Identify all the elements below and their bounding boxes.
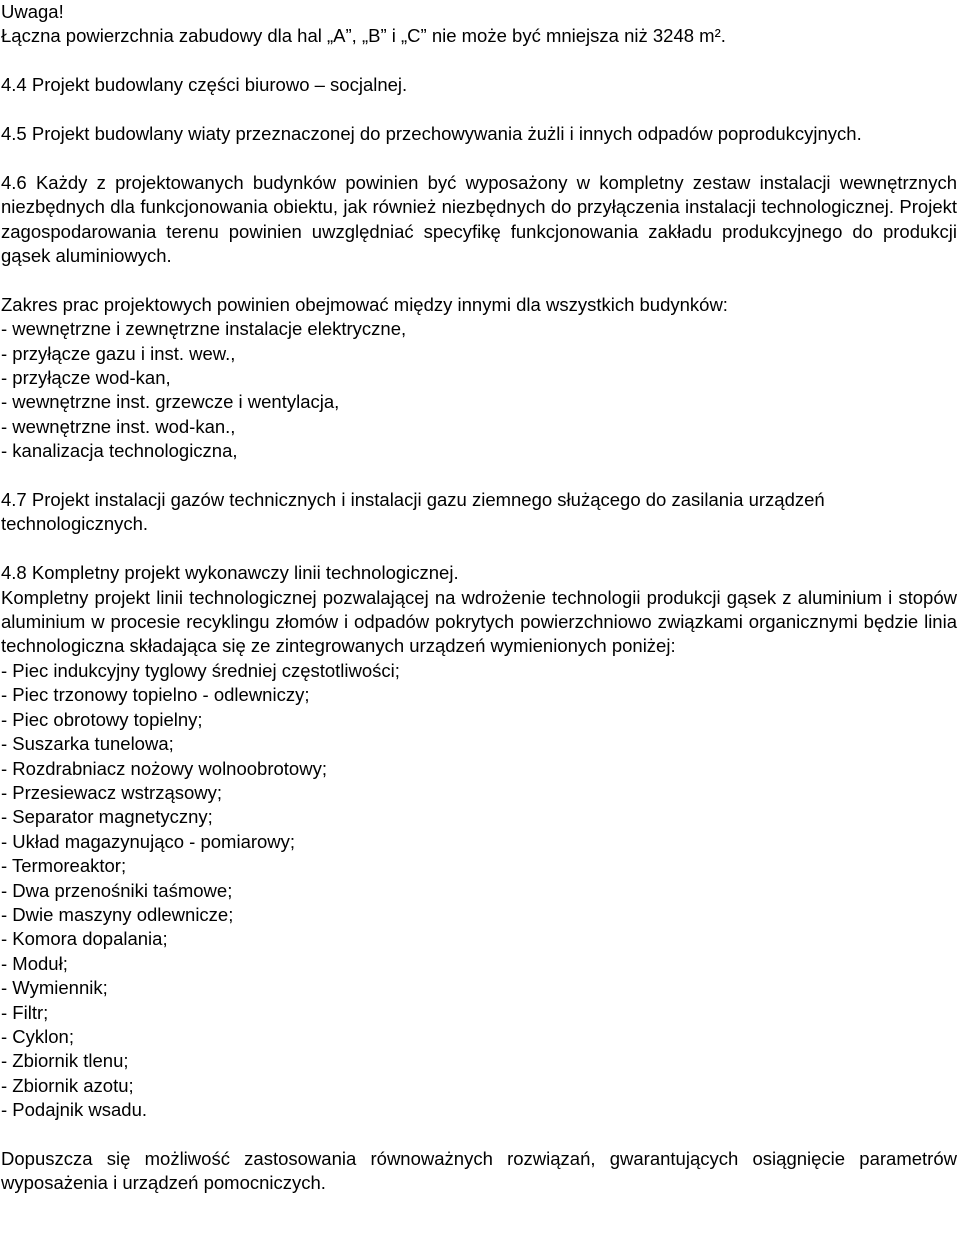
list-item: - przyłącze wod-kan, xyxy=(1,367,171,389)
list-item: - wewnętrzne inst. wod-kan., xyxy=(1,415,236,437)
list-item: - wewnętrzne inst. grzewcze i wentylacja, xyxy=(1,391,340,413)
equipment-list xyxy=(1,659,957,1123)
list-item: - Moduł; xyxy=(1,952,68,974)
section-4-8-heading: 4.8 Kompletny projekt wykonawczy linii technologicznej. xyxy=(1,562,459,584)
section-4-5: 4.5 Projekt budowlany wiaty przeznaczonej do przechowywania żużli i innych odpadów poprodukcyjnych. xyxy=(1,123,862,144)
list-item: - Termoreaktor; xyxy=(1,855,127,877)
warning-text: Łączna powierzchnia zabudowy dla hal „A”, „B” i „C” nie może być mniejsza niż 3248 m². xyxy=(1,25,726,47)
section-4-8-text: Kompletny projekt linii technologicznej pozwalającej na wdrożenie technologii produkcji gąsek z aluminium i stopów aluminium w procesie recyklingu złomów i odpadów pokrytych powierzchniowo związkami organicznymi będzie linia technologiczna składająca się ze zintegrowanych urządzeń wymienionych poniżej: xyxy=(1,586,957,657)
list-item: - Układ magazynująco - pomiarowy; xyxy=(1,830,296,852)
list-item: - Zbiornik tlenu; xyxy=(1,1050,129,1072)
list-item: - Filtr; xyxy=(1,1001,49,1023)
list-item: - przyłącze gazu i inst. wew., xyxy=(1,342,236,364)
scope-intro: Zakres prac projektowych powinien obejmować między innymi dla wszystkich budynków: xyxy=(1,293,728,315)
warning-heading: Uwaga! xyxy=(1,1,64,22)
list-item: - Cyklon; xyxy=(1,1025,74,1047)
list-item: - Wymiennik; xyxy=(1,977,108,999)
list-item: - Dwa przenośniki taśmowe; xyxy=(1,879,233,901)
scope-list xyxy=(1,317,957,463)
section-4-4: 4.4 Projekt budowlany części biurowo – socjalnej. xyxy=(1,74,408,96)
list-item: - Piec obrotowy topielny; xyxy=(1,708,203,730)
list-item: - kanalizacja technologiczna, xyxy=(1,440,238,462)
list-item: - wewnętrzne i zewnętrzne instalacje elektryczne, xyxy=(1,318,407,340)
list-item: - Separator magnetyczny; xyxy=(1,806,213,828)
list-item: - Piec trzonowy topielno - odlewniczy; xyxy=(1,684,310,706)
list-item: - Piec indukcyjny tyglowy średniej częstotliwości; xyxy=(1,659,400,681)
list-item: - Zbiornik azotu; xyxy=(1,1074,134,1096)
closing-paragraph: Dopuszcza się możliwość zastosowania równoważnych rozwiązań, gwarantujących osiągnięcie parametrów wyposażenia i urządzeń pomocniczych. xyxy=(1,1147,957,1194)
list-item: - Podajnik wsadu. xyxy=(1,1099,148,1121)
list-item: - Dwie maszyny odlewnicze; xyxy=(1,903,234,925)
list-item: - Suszarka tunelowa; xyxy=(1,733,174,755)
list-item: - Rozdrabniacz nożowy wolnoobrotowy; xyxy=(1,757,327,779)
list-item: - Komora dopalania; xyxy=(1,928,168,950)
section-4-6: 4.6 Każdy z projektowanych budynków powinien być wyposażony w kompletny zestaw instalacji wewnętrznych niezbędnych dla funkcjonowania obiektu, jak również niezbędnych do przyłączenia instalacji technologicznej. Projekt zagospodarowania terenu powinien uwzględniać specyfikę funkcjonowania zakładu produkcyjnego do produkcji gąsek aluminiowych. xyxy=(1,171,957,267)
document-page xyxy=(1,0,957,1196)
section-4-7: 4.7 Projekt instalacji gazów technicznych i instalacji gazu ziemnego służącego do zasilania urządzeń technologicznych. xyxy=(1,489,825,535)
list-item: - Przesiewacz wstrząsowy; xyxy=(1,781,223,803)
